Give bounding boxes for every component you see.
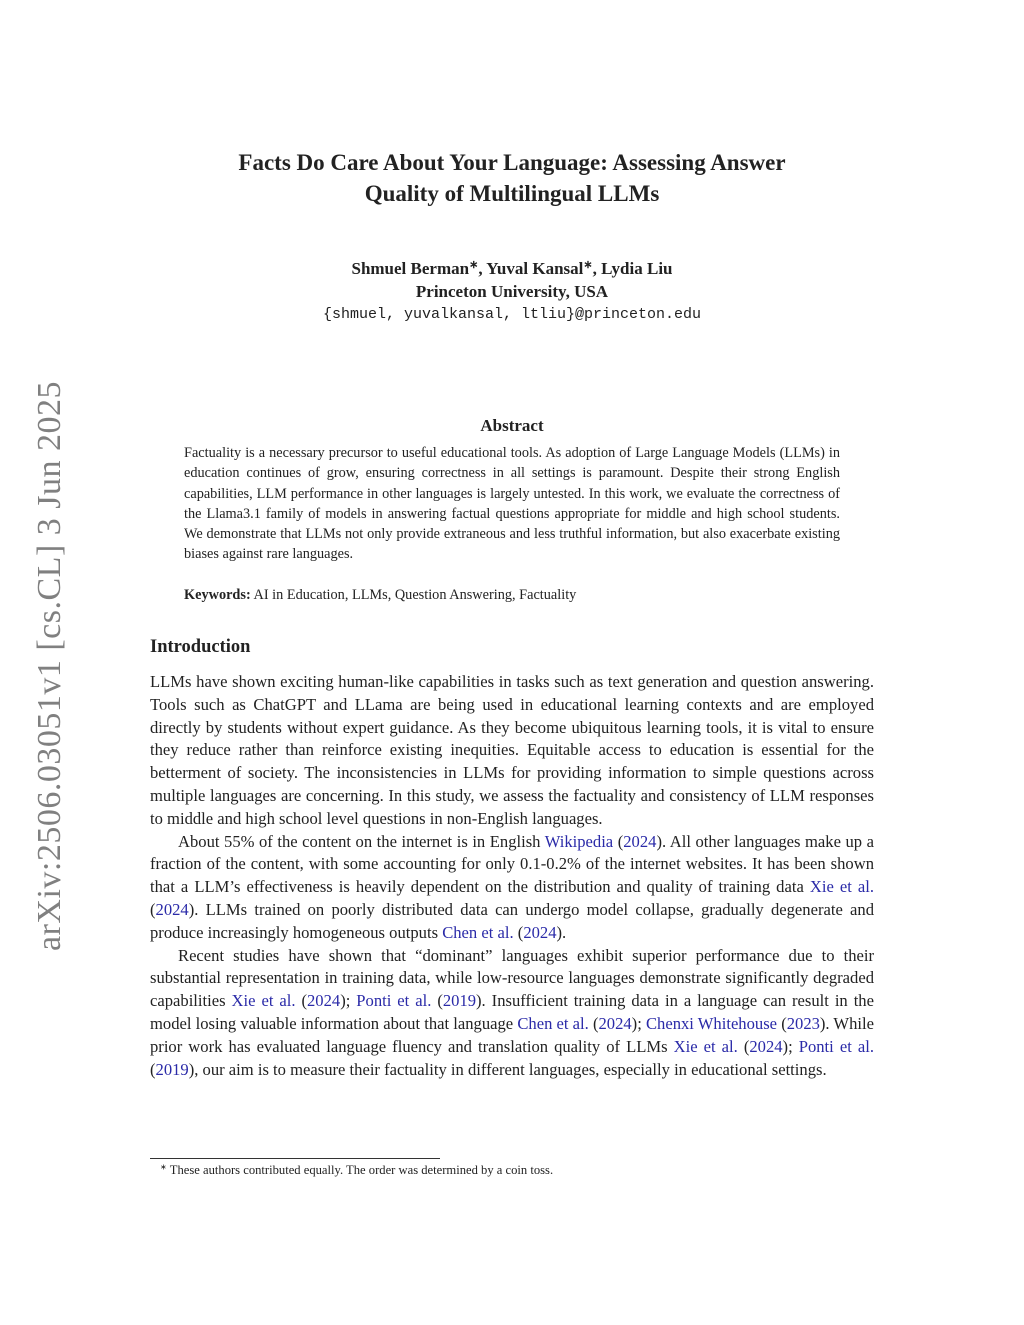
citation-link[interactable]: Chen et al.	[442, 922, 514, 942]
footnote	[160, 1162, 860, 1179]
paragraph-text: (	[150, 899, 156, 919]
footnote-text: These authors contributed equally. The order was determined by a coin toss.	[166, 1163, 554, 1177]
keywords-list: AI in Education, LLMs, Question Answering, Factuality	[250, 587, 577, 603]
author-list	[150, 257, 874, 280]
abstract-body: Factuality is a necessary precursor to useful educational tools. As adoption of Large Language Models (LLMs) in education continues of grow, ensuring correctness in all settings is paramount. Despite their strong English capabilities, LLM performance in other languages is largely untested. In this work, we evaluate the correctness of the Llama3.1 family of models in answering factual questions appropriate for middle and high school students. We demonstrate that LLMs not only provide extraneous and less truthful information, but also exacerbate existing biases against rare languages.	[184, 445, 840, 563]
citation-link[interactable]: Xie et al.	[673, 1036, 738, 1056]
affiliation: Princeton University, USA	[415, 282, 609, 301]
footnote-mark: ∗	[160, 1162, 167, 1172]
citation-link[interactable]: 2019	[442, 991, 477, 1011]
paragraph-text: (	[737, 1036, 750, 1056]
citation-link[interactable]: Wikipedia	[544, 831, 614, 851]
citation-link[interactable]: 2024	[598, 1013, 632, 1033]
paragraph-text: (	[150, 1059, 156, 1079]
citation-link[interactable]: Xie et al.	[809, 877, 874, 897]
paragraph	[150, 831, 874, 945]
equal-contribution-mark: ∗	[469, 258, 479, 271]
paragraph-text: (	[295, 991, 307, 1011]
citation-link[interactable]: 2023	[786, 1013, 820, 1033]
paragraph-text: ). While prior work has evaluated language fluency and translation quality of LLMs	[150, 1013, 874, 1056]
abstract-heading: Abstract	[480, 416, 544, 435]
footnote-divider	[150, 1158, 440, 1159]
author-name: Shmuel Berman	[351, 259, 470, 278]
title-line-2: Quality of Multilingual LLMs	[364, 181, 660, 206]
author-separator: ,	[478, 259, 487, 278]
paragraph-text: );	[340, 991, 357, 1011]
author-emails: {shmuel, yuvalkansal, ltliu}@princeton.edu	[322, 306, 702, 323]
paragraph-text: ). All other languages make up a fraction of the content, with some accounting for only 0.1-0.2% of the internet websites. It has been shown that a LLM’s effectiveness is heavily dependent on the distribution and quality of training data	[150, 831, 874, 897]
paragraph-text: (	[613, 831, 624, 851]
citation-link[interactable]: Chenxi Whitehouse	[645, 1013, 778, 1033]
author-separator: ,	[592, 259, 602, 278]
citation-link[interactable]: 2019	[155, 1059, 189, 1079]
section-heading-introduction: Introduction	[150, 637, 251, 657]
citation-link[interactable]: 2024	[623, 831, 657, 851]
paragraph-text: About 55% of the content on the internet is in English	[178, 831, 545, 851]
citation-link[interactable]: Xie et al.	[231, 991, 296, 1011]
citation-link[interactable]: 2024	[523, 922, 557, 942]
introduction-body	[150, 671, 874, 1081]
paper-title	[150, 147, 874, 209]
paragraph-text: Recent studies have shown that “dominant” languages exhibit superior performance due to their substantial representation in training data, while low-resource languages demonstrate significantly degraded capabilities	[150, 945, 874, 1011]
author-name: Yuval Kansal	[486, 259, 584, 278]
citation-link[interactable]: 2024	[307, 991, 341, 1011]
citation-link[interactable]: 2024	[155, 899, 189, 919]
arxiv-identifier: arXiv:2506.03051v1 [cs.CL] 3 Jun 2025	[31, 380, 69, 952]
paragraph-text: ).	[556, 922, 567, 942]
arxiv-side-stamp	[20, 380, 80, 952]
paragraph-text: ), our aim is to measure their factuality in different languages, especially in educational settings.	[188, 1059, 827, 1079]
keywords	[184, 585, 840, 605]
paragraph-text: ). Insufficient training data in a language can result in the model losing valuable information about that language	[150, 991, 874, 1033]
citation-link[interactable]: 2024	[749, 1036, 783, 1056]
paragraph-text: (	[588, 1013, 599, 1033]
paragraph-text: (	[777, 1013, 787, 1033]
citation-link[interactable]: Ponti et al.	[798, 1036, 874, 1056]
paragraph	[150, 671, 874, 831]
paragraph-text: );	[631, 1013, 646, 1033]
citation-link[interactable]: Ponti et al.	[356, 991, 432, 1011]
paragraph	[150, 945, 874, 1082]
citation-link[interactable]: Chen et al.	[517, 1013, 589, 1033]
title-line-1: Facts Do Care About Your Language: Assessing Answer	[238, 150, 786, 175]
paragraph-text: ). LLMs trained on poorly distributed data can undergo model collapse, gradually degenerate and produce increasingly homogeneous outputs	[150, 899, 874, 942]
keywords-label: Keywords:	[184, 587, 251, 603]
paragraph-text: );	[782, 1036, 799, 1056]
paragraph-text: (	[513, 922, 524, 942]
equal-contribution-mark: ∗	[583, 258, 593, 271]
paragraph-text: LLMs have shown exciting human-like capabilities in tasks such as text generation and question answering. Tools such as ChatGPT and LLama are being used in educational learning contexts and are employed directly by students without expert guidance. As they become ubiquitous learning tools, it is vital to ensure they reduce rather than reinforce existing inequities. Equitable access to education is essential for the betterment of society. The inconsistencies in LLMs for providing information to simple questions across multiple languages are concerning. In this study, we assess the factuality and consistency of LLM responses to middle and high school level questions in non-English languages.	[150, 672, 874, 828]
author-name: Lydia Liu	[601, 259, 673, 278]
paragraph-text: (	[431, 991, 443, 1011]
